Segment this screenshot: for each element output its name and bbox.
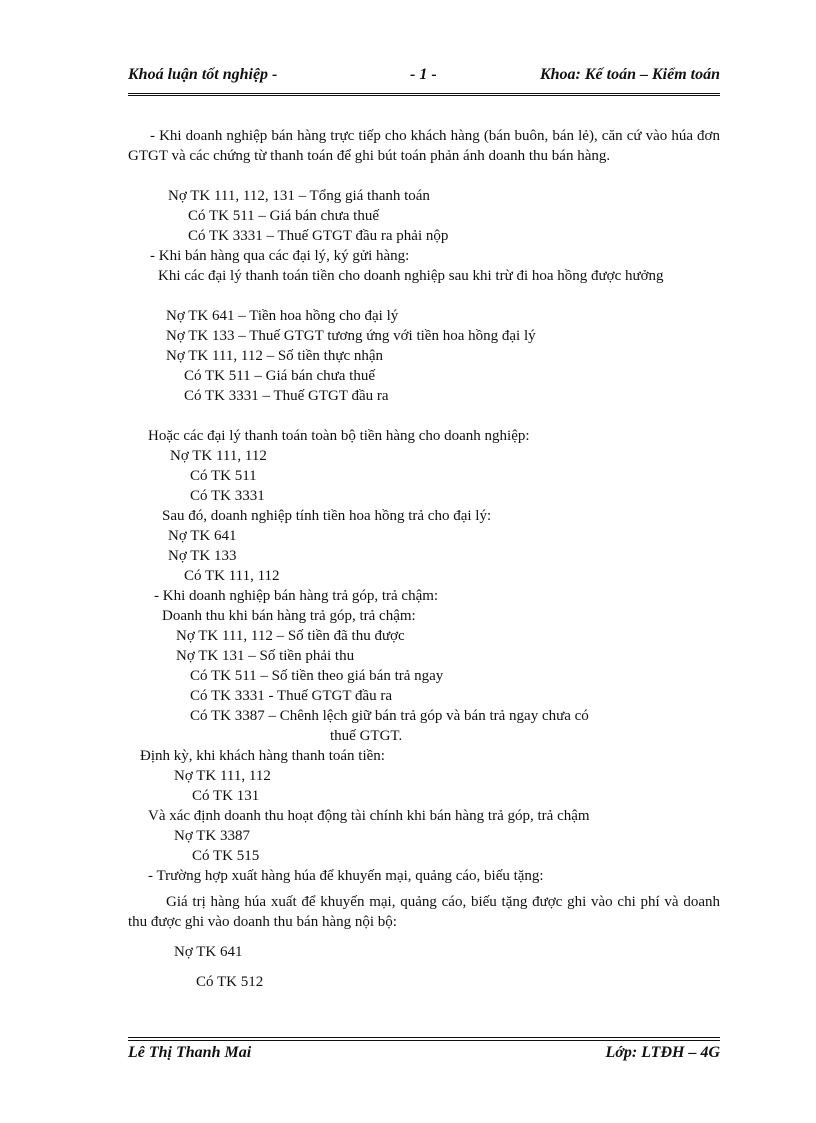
- entry-line: Nợ TK 111, 112: [170, 448, 267, 464]
- entry-line: Nợ TK 131 – Số tiền phải thu: [176, 648, 355, 664]
- entry-line: Có TK 515: [192, 848, 260, 864]
- entry-line: Nợ TK 111, 112, 131 – Tổng giá thanh toán: [168, 188, 430, 204]
- entry-line: Có TK 3331 - Thuế GTGT đầu ra: [190, 688, 393, 704]
- text-line: Sau đó, doanh nghiệp tính tiền hoa hồng trả cho đại lý:: [162, 508, 492, 524]
- entry-line: Nợ TK 641 – Tiền hoa hồng cho đại lý: [166, 308, 399, 324]
- entry-line: Có TK 511: [190, 468, 257, 484]
- header-page-number: - 1 -: [410, 66, 437, 83]
- text-line: Doanh thu khi bán hàng trả góp, trả chậm:: [162, 608, 416, 624]
- entry-line: Nợ TK 133: [168, 548, 237, 564]
- footer-class: Lớp: LTĐH – 4G: [605, 1044, 720, 1061]
- entry-line: Nợ TK 641: [168, 528, 237, 544]
- entry-line: Nợ TK 3387: [174, 828, 250, 844]
- entry-line: Có TK 111, 112: [184, 568, 280, 584]
- entry-line: Nợ TK 111, 112 – Số tiền thực nhận: [166, 348, 384, 364]
- entry-line: Có TK 3331: [190, 488, 265, 504]
- header-department: Khoa: Kế toán – Kiểm toán: [539, 66, 720, 83]
- entry-line: Nợ TK 111, 112 – Số tiền đã thu được: [176, 628, 405, 644]
- entry-line: Có TK 3331 – Thuế GTGT đầu ra phải nộp: [188, 228, 449, 244]
- entry-line: Có TK 511 – Giá bán chưa thuế: [188, 208, 380, 224]
- entry-line: Nợ TK 133 – Thuế GTGT tương ứng với tiền hoa hồng đại lý: [166, 328, 536, 344]
- footer-rule: [128, 1037, 720, 1041]
- bullet-line: - Trường hợp xuất hàng húa để khuyến mại, quảng cáo, biếu tặng:: [148, 868, 544, 884]
- entry-line: Có TK 3387 – Chênh lệch giữ bán trả góp và bán trả ngay chưa có: [190, 708, 589, 724]
- entry-line: Có TK 511 – Số tiền theo giá bán trả ngay: [190, 668, 444, 684]
- entry-line: Nợ TK 111, 112: [174, 768, 271, 784]
- bullet-line: - Khi bán hàng qua các đại lý, ký gửi hàng:: [150, 248, 410, 264]
- entry-line: Có TK 131: [192, 788, 260, 804]
- entry-line-continuation: thuế GTGT.: [330, 728, 403, 744]
- footer-author: Lê Thị Thanh Mai: [128, 1044, 252, 1061]
- paragraph-promotion: Giá trị hàng húa xuất để khuyến mại, quảng cáo, biếu tặng được ghi vào chi phí và doanh thu được ghi vào doanh thu bán hàng nội bộ:: [128, 894, 720, 930]
- bullet-line: - Khi doanh nghiệp bán hàng trả góp, trả chậm:: [154, 588, 439, 604]
- entry-line: Có TK 512: [196, 974, 264, 990]
- text-line: Hoặc các đại lý thanh toán toàn bộ tiền hàng cho doanh nghiệp:: [148, 428, 530, 444]
- header-thesis-title: Khoá luận tốt nghiệp -: [128, 66, 278, 83]
- paragraph-direct-sale: - Khi doanh nghiệp bán hàng trực tiếp cho khách hàng (bán buôn, bán lẻ), căn cứ vào húa đơn GTGT và các chứng từ thanh toán để ghi bút toán phản ánh doanh thu bán hàng.: [128, 128, 720, 164]
- entry-line: Có TK 3331 – Thuế GTGT đầu ra: [184, 388, 389, 404]
- paragraph-agent-payment: Khi các đại lý thanh toán tiền cho doanh nghiệp sau khi trừ đi hoa hồng được hưởng: [158, 268, 664, 284]
- text-line: Và xác định doanh thu hoạt động tài chính khi bán hàng trả góp, trả chậm: [148, 808, 590, 824]
- text-line: Định kỳ, khi khách hàng thanh toán tiền:: [140, 748, 385, 764]
- entry-line: Nợ TK 641: [174, 944, 243, 960]
- entry-line: Có TK 511 – Giá bán chưa thuế: [184, 368, 376, 384]
- page-footer: [128, 1044, 720, 1068]
